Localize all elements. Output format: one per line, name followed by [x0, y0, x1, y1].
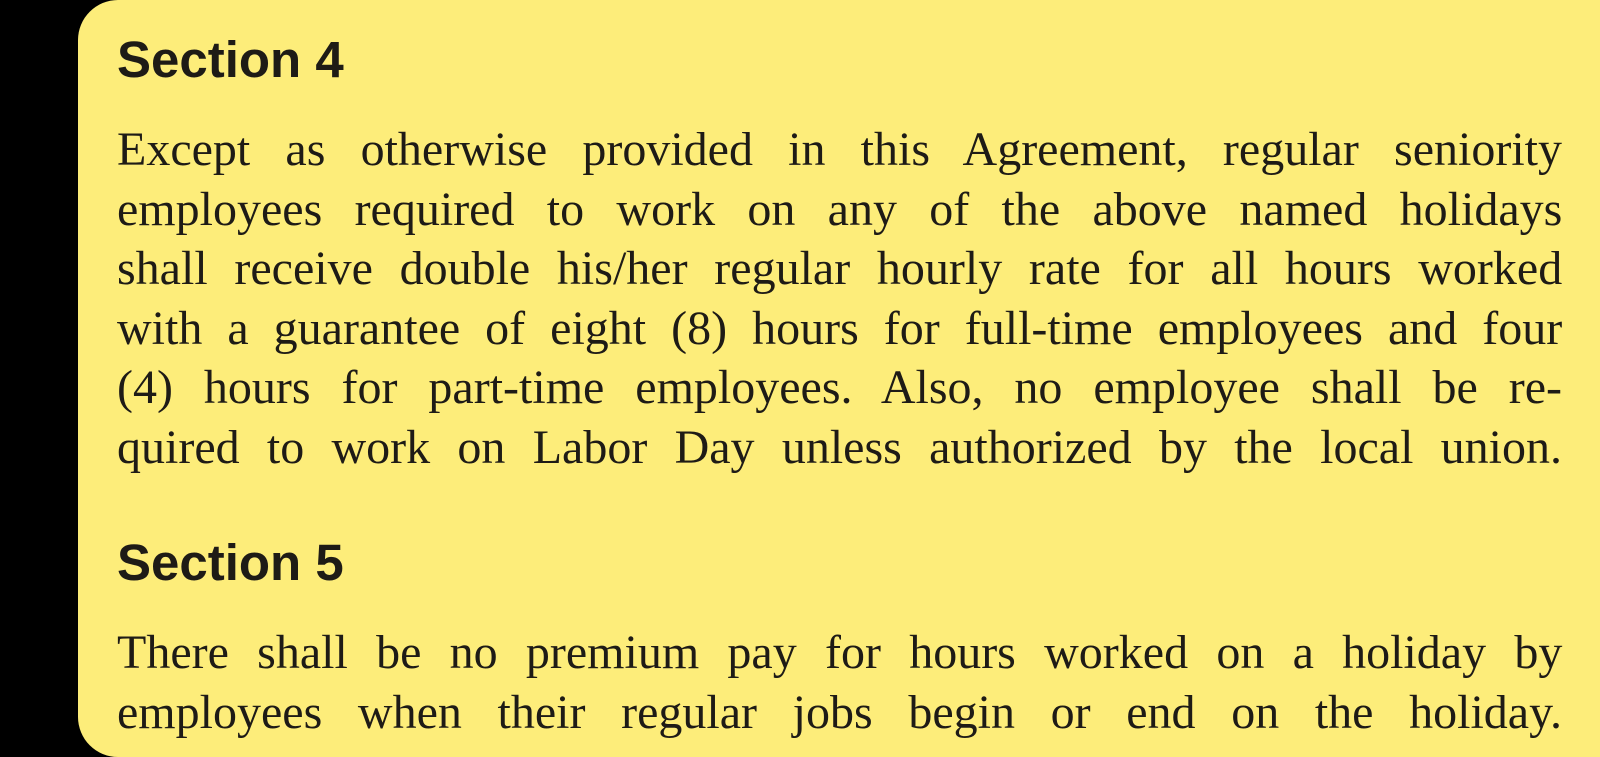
paragraph-line: Except as otherwise provided in this Agreement, regular seniority: [117, 123, 1562, 176]
document-page: [78, 0, 1600, 757]
paragraph-line: with a guarantee of eight (8) hours for full-time employees and four: [117, 301, 1563, 355]
paragraph-line: employees required to work on any of the above named holidays: [117, 182, 1563, 236]
paragraph-line: There shall be no premium pay for hours worked on a holiday by: [117, 626, 1563, 679]
paragraph-line: shall receive double his/her regular hourly rate for all hours worked: [117, 242, 1563, 296]
paragraph-line: (4) hours for part-time employees. Also, no employee shall be re-: [117, 361, 1562, 415]
paragraph-line: employees when their regular jobs begin or end on the holiday.: [117, 685, 1562, 739]
section-5-paragraph: [117, 623, 1562, 742]
section-4-paragraph: [117, 120, 1562, 478]
section-4-heading: Section 4: [117, 31, 344, 88]
section-5-heading: Section 5: [117, 534, 344, 591]
paragraph-line: quired to work on Labor Day unless authorized by the local union.: [117, 420, 1563, 474]
